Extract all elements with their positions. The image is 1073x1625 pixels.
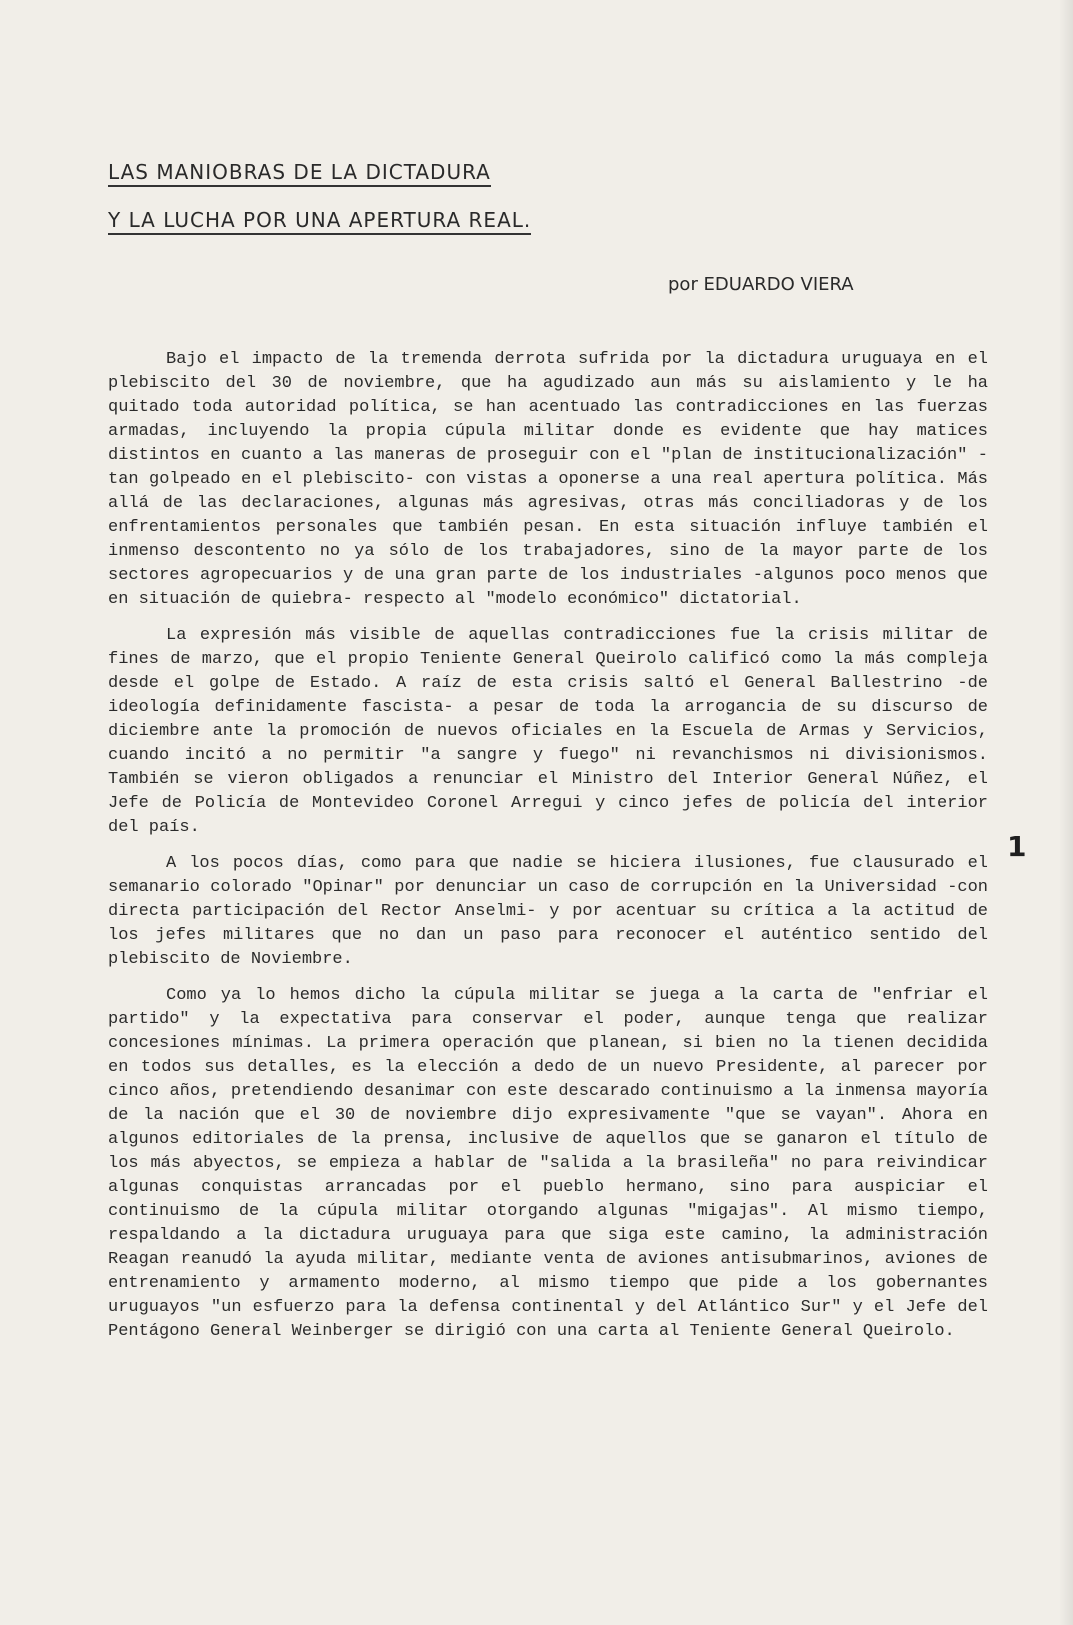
paragraph-4: Como ya lo hemos dicho la cúpula militar se juega a la carta de "enfriar el partido" y la expectativa para conservar el poder, aunque tenga que realizar concesiones mínimas. La primera operación que planean, si bien no la tienen decidida en todos sus detalles, es la elección a dedo de un nuevo Presidente, al parecer por cinco años, pretendiendo desanimar con este descarado continuismo a la inmensa mayoría de la nación que el 30 de noviembre dijo expresivamente "que se vayan". Ahora en algunos editoriales de la prensa, inclusive de aquellos que se ganaron el título de los más abyectos, se empieza a hablar de "salida a la brasileña" no para reivindicar algunas conquistas arrancadas por el pueblo hermano, sino para auspiciar el continuismo de la cúpula militar otorgando algunas "migajas". Al mismo tiempo, respaldando a la dictadura uruguaya para que siga este camino, la administración Reagan reanudó la ayuda militar, mediante venta de aviones antisubmarinos, aviones de entrenamiento y armamento moderno, al mismo tiempo que pide a los gobernantes uruguayos "un esfuerzo para la defensa continental y del Atlántico Sur" y el Jefe del Pentágono General Weinberger se dirigió con una carta al Teniente General Queirolo.: [108, 986, 988, 1341]
title-line-1: LAS MANIOBRAS DE LA DICTADURA: [108, 160, 491, 187]
paragraph-1: Bajo el impacto de la tremenda derrota sufrida por la dictadura uruguaya en el plebiscito del 30 de noviembre, que ha agudizado aun más su aislamiento y le ha quitado toda autoridad política, se han acentuado las contradicciones en las fuerzas armadas, incluyendo la propia cúpula militar donde es evidente que hay matices distintos en cuanto a las maneras de proseguir con el "plan de institucionalización" -tan golpeado en el plebiscito- con vistas a oponerse a una real apertura política. Más allá de las declaraciones, algunas más agresivas, otras más conciliadoras y de los enfrentamientos personales que también pesan. En esta situación influye también el inmenso descontento no ya sólo de los trabajadores, sino de la mayor parte de los sectores agropecuarios y de una gran parte de los industriales -algunos poco menos que en situación de quiebra- respecto al "modelo económico" dictatorial.: [108, 350, 988, 609]
title-line-2: Y LA LUCHA POR UNA APERTURA REAL.: [108, 208, 531, 235]
article-body: [108, 348, 988, 1356]
paragraph-3: A los pocos días, como para que nadie se hiciera ilusiones, fue clausurado el semanario colorado "Opinar" por denunciar un caso de corrupción en la Universidad -con directa participación del Rector Anselmi- y por acentuar su crítica a la actitud de los jefes militares que no dan un paso para reconocer el auténtico sentido del plebiscito de Noviembre.: [108, 854, 988, 969]
paragraph-2: La expresión más visible de aquellas contradicciones fue la crisis militar de fines de marzo, que el propio Teniente General Queirolo calificó como la más compleja desde el golpe de Estado. A raíz de esta crisis saltó el General Ballestrino -de ideología definidamente fascista- a pesar de toda la arrogancia de su discurso de diciembre ante la promoción de nuevos oficiales en la Escuela de Armas y Servicios, cuando incitó a no permitir "a sangre y fuego" ni revanchismos ni divisionismos. También se vieron obligados a renunciar el Ministro del Interior General Núñez, el Jefe de Policía de Montevideo Coronel Arregui y cinco jefes de policía del interior del país.: [108, 626, 988, 837]
page-edge-shadow: [1059, 0, 1073, 1625]
author-byline: por EDUARDO VIERA: [668, 274, 854, 295]
page-number: 1: [1007, 830, 1027, 863]
